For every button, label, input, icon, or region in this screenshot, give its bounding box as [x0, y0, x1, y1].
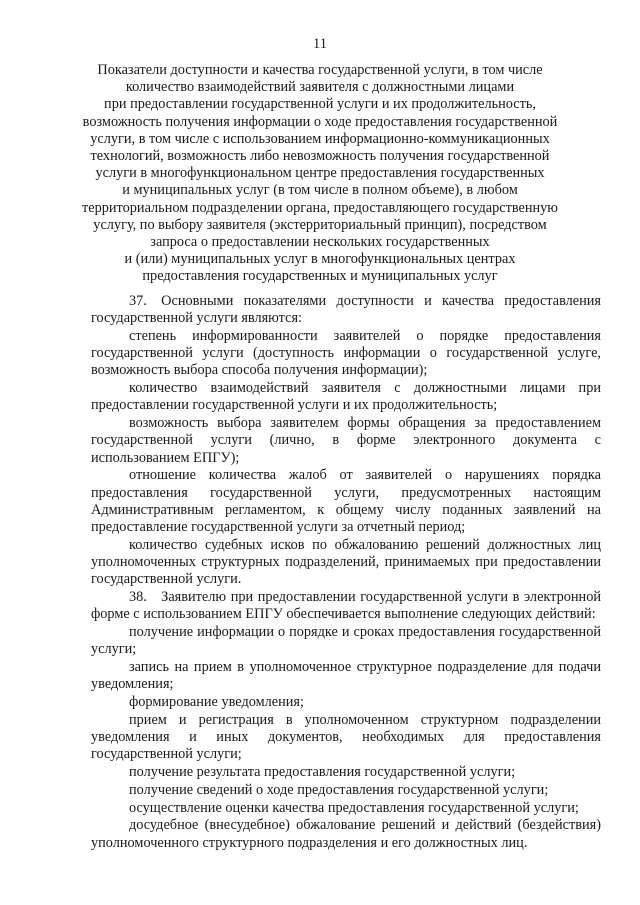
list-item: возможность выбора заявителем формы обращения за предоставлением государственной услуги (лично, в форме электронного документа с использованием ЕПГУ); [91, 415, 601, 466]
heading-line: при предоставлении государственной услуги и их продолжительность, [104, 96, 536, 113]
heading-line: предоставления государственных и муниципальных услуг [142, 268, 498, 285]
heading-line: Показатели доступности и качества государственной услуги, в том числе [97, 62, 543, 78]
list-item: отношение количества жалоб от заявителей о нарушениях порядка предоставления государственной услуги, предусмотренных настоящим Административным регламентом, к общему числу поданных заявлений на предоставление государственной услуги за отчетный период; [91, 467, 601, 536]
list-item: количество взаимодействий заявителя с должностными лицами при предоставлении государственной услуги и их продолжительность; [91, 380, 601, 414]
heading-line: и (или) муниципальных услуг в многофункциональных центрах [124, 251, 516, 268]
heading-line: услуги, в том числе с использованием информационно-коммуникационных [90, 130, 550, 147]
list-item: досудебное (внесудебное) обжалование решений и действий (бездействия) уполномоченного структурного подразделения и его должностных лиц. [91, 817, 601, 851]
heading-line: услугу, по выбору заявителя (экстерриториальный принцип), посредством [93, 216, 547, 233]
list-item: осуществление оценки качества предоставления государственной услуги; [129, 799, 579, 816]
heading-line: услуги в многофункциональном центре предоставления государственных [95, 165, 545, 182]
list-item: получение информации о порядке и сроках предоставления государственной услуги; [91, 624, 601, 658]
list-item: прием и регистрация в уполномоченном структурном подразделении уведомления и иных документов, необходимых для предоставления государственной услуги; [91, 711, 601, 763]
paragraph-37: 37. Основными показателями доступности и качества предоставления государственной услуги являются: [91, 293, 601, 327]
list-item: формирование уведомления; [129, 694, 304, 711]
list-item: получение сведений о ходе предоставления государственной услуги; [129, 781, 549, 798]
heading-line: технологий, возможность либо невозможность получения государственной [90, 148, 550, 165]
list-item: степень информированности заявителей о порядке предоставления государственной услуги (доступность информации о государственной услуге, возможность выбора способа получения информации); [91, 328, 601, 379]
document-body [91, 293, 601, 852]
heading-line: и муниципальных услуг (в том числе в полном объеме), в любом [122, 182, 518, 199]
list-item: количество судебных исков по обжалованию решений должностных лиц уполномоченных структурных подразделений, принимаемых при предоставлении государственной услуги. [91, 536, 601, 588]
heading-line: запроса о предоставлении нескольких государственных [150, 234, 490, 251]
heading-line: территориальном подразделении органа, предоставляющего государственную [82, 199, 558, 216]
list-item: получение результата предоставления государственной услуги; [129, 764, 516, 781]
section-heading [70, 62, 570, 286]
paragraph-38: 38. Заявителю при предоставлении государственной услуги в электронной форме с использованием ЕПГУ обеспечивается выполнение следующих действий: [91, 589, 601, 623]
list-item: запись на прием в уполномоченное структурное подразделение для подачи уведомления; [91, 659, 601, 693]
page-number: 11 [313, 36, 327, 52]
heading-line: возможность получения информации о ходе предоставления государственной [82, 113, 558, 130]
heading-line: количество взаимодействий заявителя с должностными лицами [125, 79, 515, 96]
